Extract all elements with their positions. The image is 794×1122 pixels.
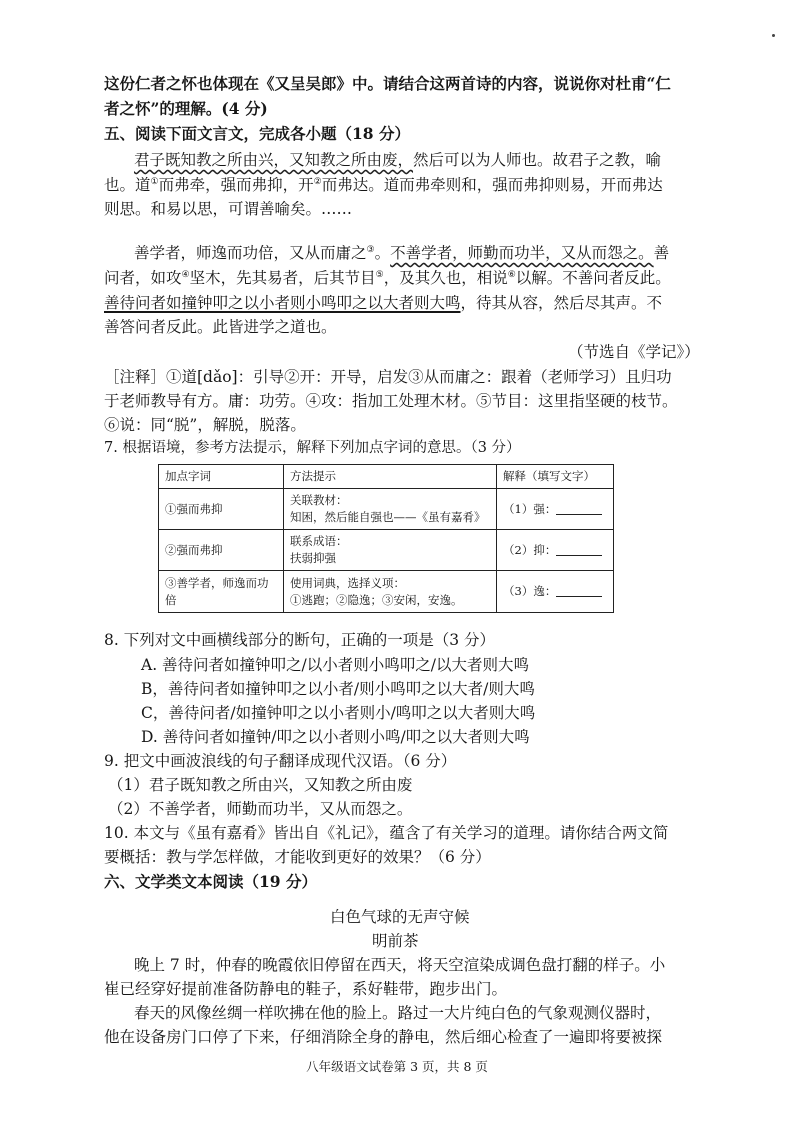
passage-p2-line-1: 善学者，师逸而功倍，又从而庸之③。不善学者，师勤而功半，又从而怨之。善 bbox=[134, 244, 670, 262]
passage-p2-line-2: 问者，如攻④坚木，先其易者，后其节目⑤，及其久也，相说⑥以解。不善问者反此。 bbox=[104, 269, 671, 287]
intro-line-2: 者之怀”的理解。(4 分) bbox=[104, 99, 268, 118]
passage-p2-line-3: 善待问者如撞钟叩之以小者则小鸣叩之以大者则大鸣，待其从容，然后尽其声。不 bbox=[104, 294, 663, 312]
story-author: 明前茶 bbox=[372, 932, 419, 950]
q7-row bbox=[159, 530, 614, 571]
q10-line-1: 10. 本文与《虽有嘉肴》皆出自《礼记》，蕴含了有关学习的道理。请你结合两文简 bbox=[104, 824, 669, 842]
q7-answer: （3）逸： bbox=[497, 571, 614, 613]
passage-p1-line-2: 也。道①而弗牵，强而弗抑，开②而弗达。道而弗牵则和，强而弗抑则易，开而弗达 bbox=[104, 176, 663, 194]
q9-sentence-1: （1）君子既知教之所由兴，又知教之所由废 bbox=[108, 776, 413, 794]
q7-word: ③善学者，师逸而功 倍 bbox=[159, 571, 284, 613]
q7-answer: （1）强： bbox=[497, 489, 614, 530]
story-title: 白色气球的无声守候 bbox=[330, 908, 470, 926]
story-p2-line-1: 春天的风像丝绸一样吹拂在他的脸上。路过一大片纯白色的气象观测仪器时， bbox=[134, 1004, 662, 1022]
q8-option-c[interactable]: C，善待问者/如撞钟叩之以小者则小/鸣叩之以大者则大鸣 bbox=[141, 704, 536, 722]
passage-p1-line-3: 则思。和易以思，可谓善喻矣。…… bbox=[104, 200, 353, 218]
q9-stem: 9. 把文中画波浪线的句子翻译成现代汉语。（6 分） bbox=[104, 752, 457, 770]
q7-word: ①强而弗抑 bbox=[159, 489, 284, 530]
underlined-sentence: 善待问者如撞钟叩之以小者则小鸣叩之以大者则大鸣 bbox=[104, 294, 461, 312]
story-p1-line-2: 崔已经穿好提前准备防静电的鞋子，系好鞋带，跑步出门。 bbox=[104, 980, 508, 998]
notes-line-1: ［注释］①道[dǎo]：引导②开：开导，启发③从而庸之：跟着（老师学习）且归功 bbox=[104, 368, 672, 386]
q8-stem: 8. 下列对文中画横线部分的断句，正确的一项是（3 分） bbox=[104, 631, 496, 649]
col-header-answer: 解释（填写文字） bbox=[497, 465, 614, 489]
q7-answer: （2）抑： bbox=[497, 530, 614, 571]
col-header-word: 加点字词 bbox=[159, 465, 284, 489]
q7-word: ②强而弗抑 bbox=[159, 530, 284, 571]
page-footer: 八年级语文试卷第 3 页，共 8 页 bbox=[306, 1059, 488, 1074]
notes-line-3: ⑥说：同“脱”，解脱，脱落。 bbox=[104, 416, 306, 434]
answer-blank[interactable] bbox=[556, 543, 602, 556]
q8-option-a[interactable]: A. 善待问者如撞钟叩之/以小者则小鸣叩之/以大者则大鸣 bbox=[141, 656, 529, 674]
passage-p2-line-4: 善答问者反此。此皆进学之道也。 bbox=[104, 318, 337, 336]
q7-row bbox=[159, 489, 614, 530]
section5-heading: 五、阅读下面文言文，完成各小题（18 分） bbox=[104, 124, 410, 143]
answer-blank[interactable] bbox=[556, 584, 602, 597]
q8-option-b[interactable]: B，善待问者如撞钟叩之以小者/则小鸣叩之以大者/则大鸣 bbox=[141, 680, 535, 698]
passage-source: （节选自《学记》） bbox=[568, 343, 700, 361]
story-p2-line-2: 他在设备房门口停了下来，仔细消除全身的静电，然后细心检查了一遍即将要被探 bbox=[104, 1028, 663, 1046]
q8-option-d[interactable]: D. 善待问者如撞钟/叩之以小者则小鸣/叩之以大者则大鸣 bbox=[141, 728, 530, 746]
q7-table-header bbox=[159, 465, 614, 489]
intro-line-1: 这份仁者之怀也体现在《又呈吴郎》中。请结合这两首诗的内容，说说你对杜甫“仁 bbox=[104, 74, 671, 93]
q7-row bbox=[159, 571, 614, 613]
story-p1-line-1: 晚上 7 时，仲春的晚霞依旧停留在西天，将天空渲染成调色盘打翻的样子。小 bbox=[134, 956, 666, 974]
wavy-sentence-1: 君子既知教之所由兴，又知教之所由废， bbox=[134, 151, 414, 169]
notes-line-2: 于老师教导有方。庸：功劳。④攻：指加工处理木材。⑤节目：这里指坚硬的枝节。 bbox=[104, 392, 678, 410]
wavy-sentence-2: 不善学者，师勤而功半，又从而怨之。 bbox=[390, 244, 654, 262]
q7-table bbox=[158, 464, 614, 613]
col-header-hint: 方法提示 bbox=[284, 465, 497, 489]
q7-hint: 使用词典，选择义项： ①逃跑；②隐逸；③安闲，安逸。 bbox=[284, 571, 497, 613]
q9-sentence-2: （2）不善学者，师勤而功半，又从而怨之。 bbox=[108, 800, 413, 818]
q10-line-2: 要概括：教与学怎样做，才能收到更好的效果？（6 分） bbox=[104, 848, 491, 866]
q7-hint: 关联教材： 知困，然后能自强也——《虽有嘉肴》 bbox=[284, 489, 497, 530]
answer-blank[interactable] bbox=[556, 502, 602, 515]
section6-heading: 六、文学类文本阅读（19 分） bbox=[104, 872, 317, 891]
passage-p1-line-1: 君子既知教之所由兴，又知教之所由废，然后可以为人师也。故君子之教，喻 bbox=[134, 151, 662, 169]
q7-hint: 联系成语： 扶弱抑强 bbox=[284, 530, 497, 571]
scan-speck bbox=[772, 34, 775, 37]
q7-stem: 7. 根据语境，参考方法提示，解释下列加点字词的意思。（3 分） bbox=[104, 440, 521, 456]
